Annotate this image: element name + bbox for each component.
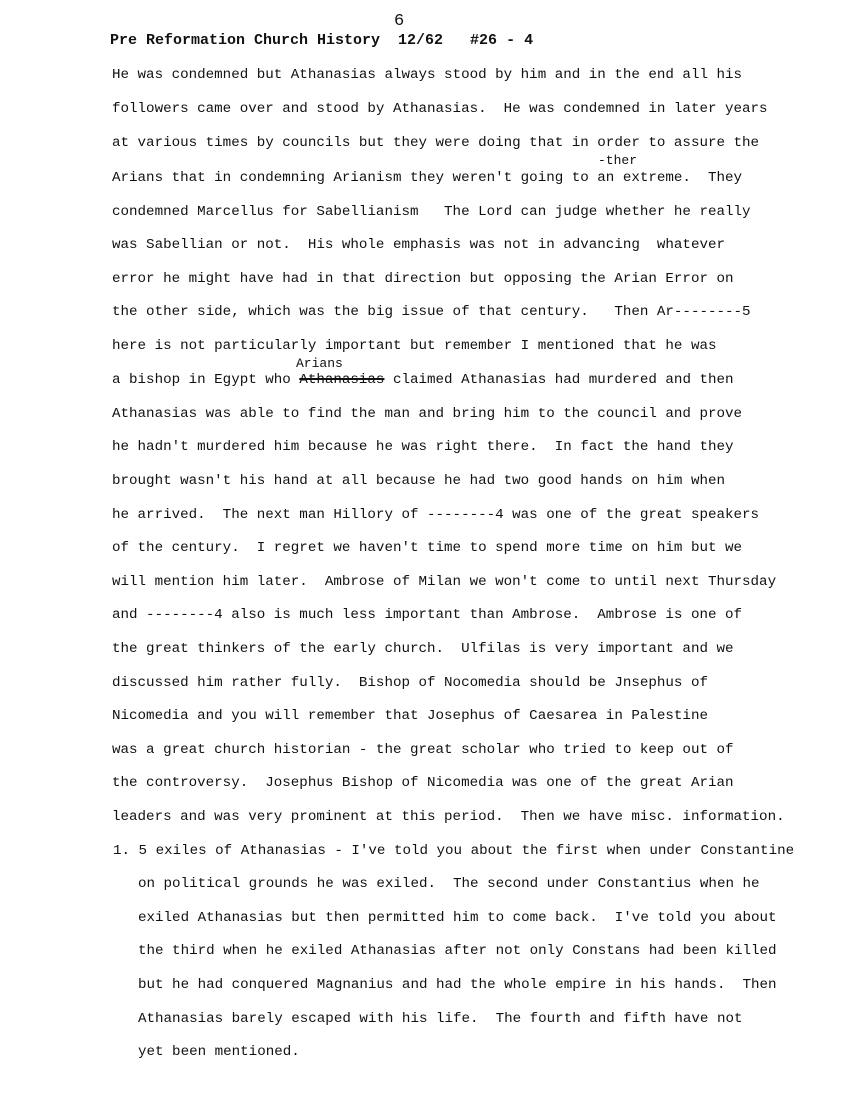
text-line-10-start: a bishop in Egypt who xyxy=(112,372,300,388)
text-line-9: here is not particularly important but remember I mentioned that he was xyxy=(112,338,717,354)
text-line-29: Athanasias barely escaped with his life. The fourth and fifth have not xyxy=(138,1011,743,1027)
text-line-20: Nicomedia and you will remember that Josephus of Caesarea in Palestine xyxy=(112,708,708,724)
text-line-2: followers came over and stood by Athanasias. He was condemned in later years xyxy=(112,101,768,117)
text-line-11: Athanasias was able to find the man and bring him to the council and prove xyxy=(112,406,743,422)
list-item-1: 1. 5 exiles of Athanasias - I've told you about the first when under Constantine xyxy=(113,843,795,859)
text-line-1: He was condemned but Athanasias always stood by him and in the end all his xyxy=(112,67,743,83)
text-line-19: discussed him rather fully. Bishop of Nocomedia should be Jnsephus of xyxy=(112,675,708,691)
text-line-10 xyxy=(112,372,734,388)
text-line-8: the other side, which was the big issue of that century. Then Ar--------5 xyxy=(112,304,751,320)
text-line-27: the third when he exiled Athanasias after not only Constans had been killed xyxy=(138,943,777,959)
page-number: 6 xyxy=(394,12,405,31)
text-line-21: was a great church historian - the great scholar who tried to keep out of xyxy=(112,742,734,758)
text-line-26: exiled Athanasias but then permitted him to come back. I've told you about xyxy=(138,910,777,926)
text-line-6: was Sabellian or not. His whole emphasis was not in advancing whatever xyxy=(112,237,725,253)
text-line-30: yet been mentioned. xyxy=(138,1044,300,1060)
text-line-28: but he had conquered Magnanius and had the whole empire in his hands. Then xyxy=(138,977,777,993)
text-line-10-end: claimed Athanasias had murdered and then xyxy=(384,372,734,388)
text-line-5: condemned Marcellus for Sabellianism The Lord can judge whether he really xyxy=(112,204,751,220)
text-line-18: the great thinkers of the early church. Ulfilas is very important and we xyxy=(112,641,734,657)
text-line-4: Arians that in condemning Arianism they weren't going to an extreme. They xyxy=(112,170,743,186)
interlinear-correction-other: -ther xyxy=(598,153,638,168)
text-line-25: on political grounds he was exiled. The second under Constantius when he xyxy=(138,876,760,892)
text-line-16: will mention him later. Ambrose of Milan we won't come to until next Thursday xyxy=(112,574,777,590)
text-line-13: brought wasn't his hand at all because he had two good hands on him when xyxy=(112,473,725,489)
text-line-22: the controversy. Josephus Bishop of Nicomedia was one of the great Arian xyxy=(112,775,734,791)
page-header: Pre Reformation Church History 12/62 #26 - 4 xyxy=(110,32,534,49)
text-line-7: error he might have had in that direction but opposing the Arian Error on xyxy=(112,271,734,287)
text-line-3: at various times by councils but they were doing that in order to assure the xyxy=(112,135,760,151)
interlinear-correction-arians: Arians xyxy=(296,356,343,371)
text-line-17: and --------4 also is much less important than Ambrose. Ambrose is one of xyxy=(112,607,743,623)
text-line-23: leaders and was very prominent at this period. Then we have misc. information. xyxy=(112,809,785,825)
text-line-12: he hadn't murdered him because he was right there. In fact the hand they xyxy=(112,439,734,455)
text-line-15: of the century. I regret we haven't time to spend more time on him but we xyxy=(112,540,743,556)
struck-out-word: Athanasias xyxy=(299,372,385,388)
text-line-14: he arrived. The next man Hillory of --------4 was one of the great speakers xyxy=(112,507,760,523)
